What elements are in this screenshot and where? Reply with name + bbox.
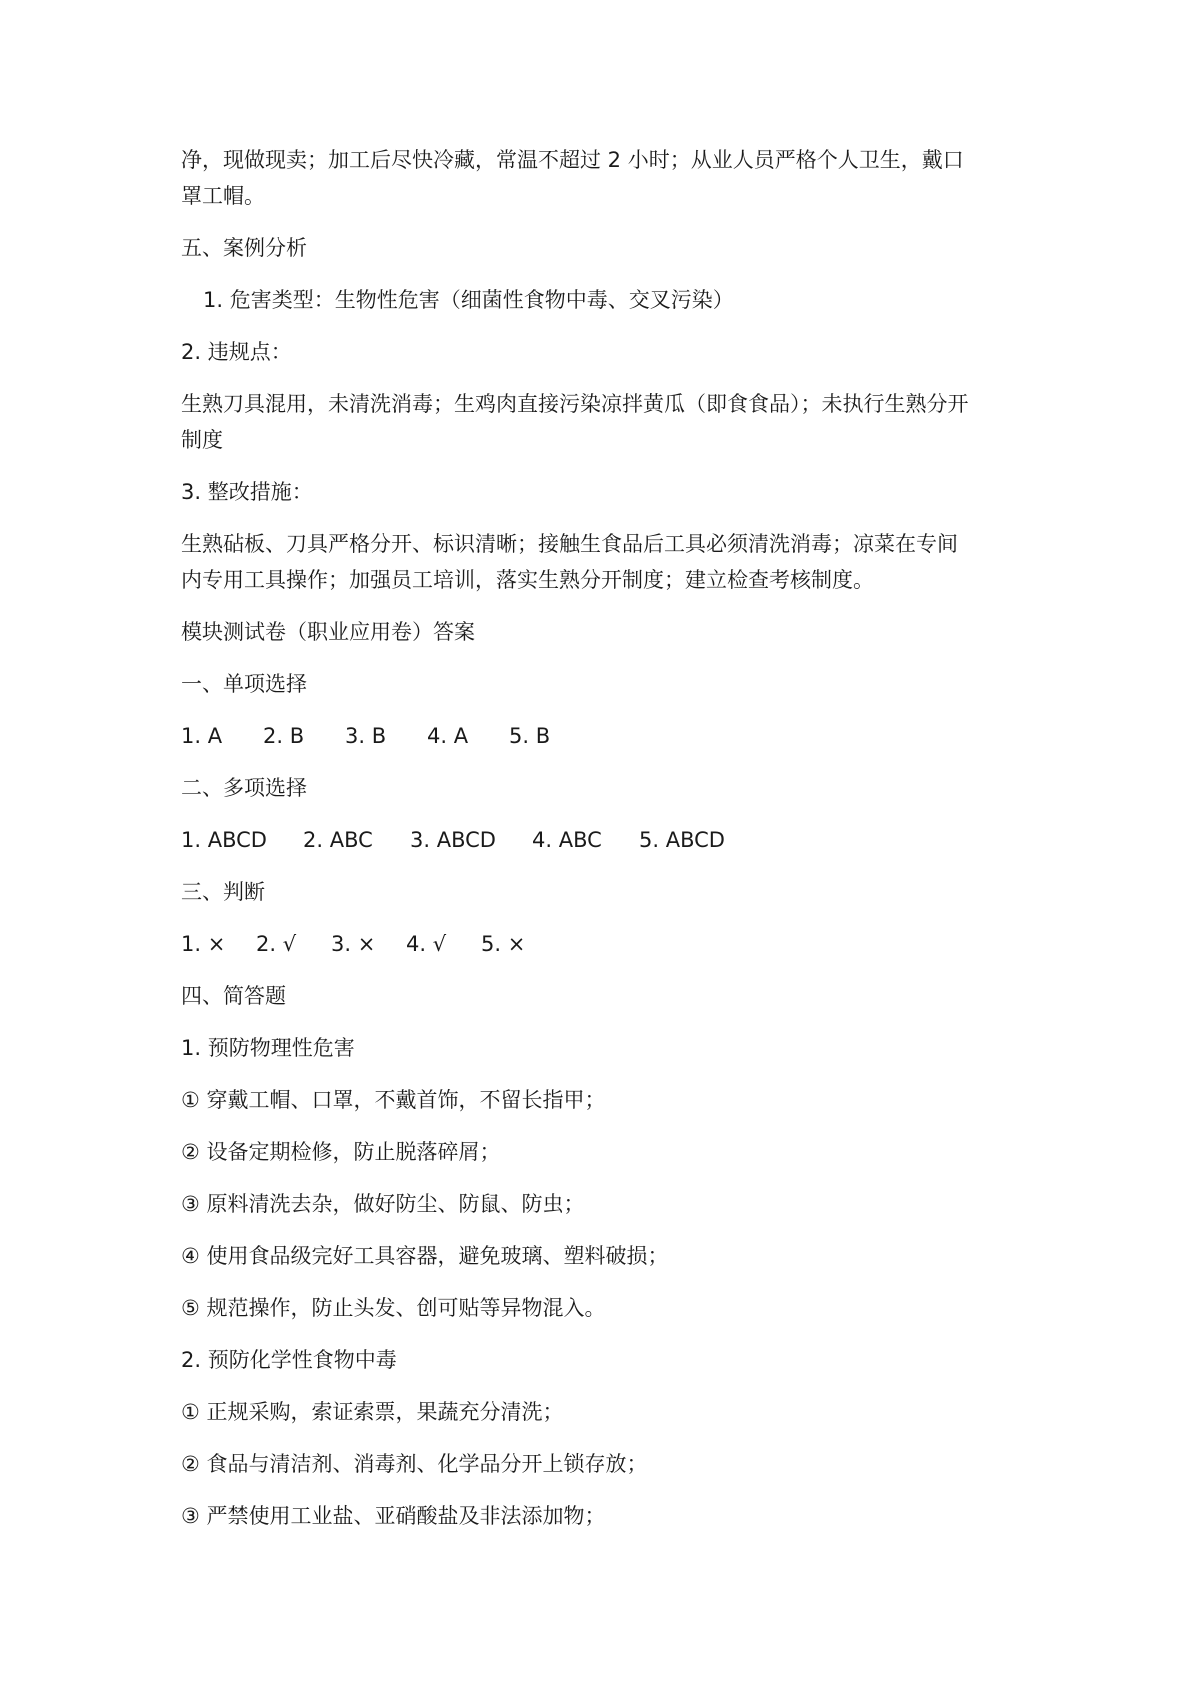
answer-item: 3. ABCD (410, 828, 496, 852)
list-item: ③ 严禁使用工业盐、亚硝酸盐及非法添加物； (181, 1504, 606, 1528)
answer-item: 1. × (181, 932, 226, 956)
answer-item: 2. ABC (303, 828, 373, 852)
section-heading-multi: 二、多项选择 (181, 776, 307, 800)
case-item-3-label: 3. 整改措施： (181, 480, 313, 504)
case-item-2-label: 2. 违规点： (181, 340, 292, 364)
paragraph-line: 罩工帽。 (181, 184, 265, 208)
section-heading-case: 五、案例分析 (181, 236, 307, 260)
answer-item: 5. ABCD (639, 828, 725, 852)
section-heading-judge: 三、判断 (181, 880, 265, 904)
test-title: 模块测试卷（职业应用卷）答案 (181, 620, 475, 644)
case-item-3-body: 生熟砧板、刀具严格分开、标识清晰；接触生食品后工具必须清洗消毒；凉菜在专间 (181, 532, 958, 556)
section-heading-short: 四、简答题 (181, 984, 286, 1008)
list-item: ⑤ 规范操作，防止头发、创可贴等异物混入。 (181, 1296, 606, 1320)
answer-item: 5. × (481, 932, 526, 956)
section-heading-single: 一、单项选择 (181, 672, 307, 696)
answer-item: 3. × (331, 932, 376, 956)
case-item-2-body: 制度 (181, 428, 223, 452)
answer-item: 4. A (427, 724, 469, 748)
judgement-answers (181, 926, 1011, 962)
case-item-1: 1. 危害类型：生物性危害（细菌性食物中毒、交叉污染） (203, 288, 734, 312)
single-choice-answers (181, 718, 1011, 754)
case-item-3-body: 内专用工具操作；加强员工培训，落实生熟分开制度；建立检查考核制度。 (181, 568, 874, 592)
answer-item: 5. B (509, 724, 551, 748)
paragraph-line: 净，现做现卖；加工后尽快冷藏，常温不超过 2 小时；从业人员严格个人卫生，戴口 (181, 148, 964, 172)
answer-item: 2. √ (256, 932, 297, 956)
list-item: ① 正规采购，索证索票，果蔬充分清洗； (181, 1400, 564, 1424)
short-question-2-title: 2. 预防化学性食物中毒 (181, 1348, 397, 1372)
case-item-2-body: 生熟刀具混用，未清洗消毒；生鸡肉直接污染凉拌黄瓜（即食食品）；未执行生熟分开 (181, 392, 969, 416)
list-item: ① 穿戴工帽、口罩，不戴首饰，不留长指甲； (181, 1088, 606, 1112)
answer-item: 3. B (345, 724, 387, 748)
answer-item: 2. B (263, 724, 305, 748)
answer-item: 4. ABC (532, 828, 602, 852)
list-item: ④ 使用食品级完好工具容器，避免玻璃、塑料破损； (181, 1244, 669, 1268)
list-item: ③ 原料清洗去杂，做好防尘、防鼠、防虫； (181, 1192, 585, 1216)
answer-item: 1. A (181, 724, 223, 748)
answer-item: 4. √ (406, 932, 447, 956)
list-item: ② 食品与清洁剂、消毒剂、化学品分开上锁存放； (181, 1452, 648, 1476)
answer-item: 1. ABCD (181, 828, 267, 852)
short-question-1-title: 1. 预防物理性危害 (181, 1036, 355, 1060)
document-page (181, 142, 1011, 1534)
list-item: ② 设备定期检修，防止脱落碎屑； (181, 1140, 501, 1164)
multi-choice-answers (181, 822, 1011, 858)
